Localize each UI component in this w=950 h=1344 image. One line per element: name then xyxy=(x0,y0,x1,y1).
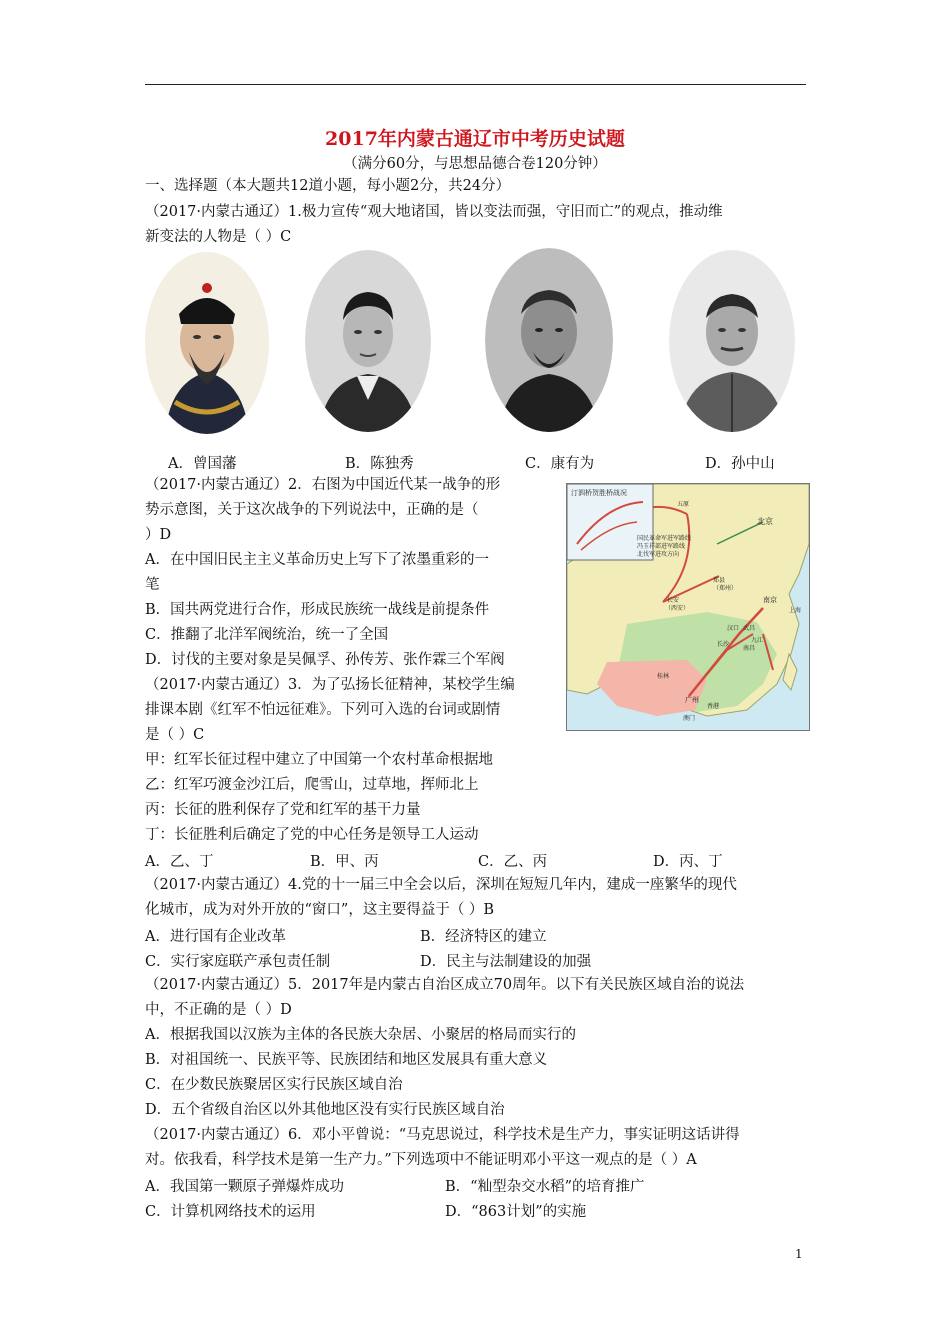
q4-line1: （2017·内蒙古通辽）4.党的十一届三中全会以后，深圳在短短几年内，建成一座繁华的现代 xyxy=(145,877,737,893)
q3-statement-jia: 甲：红军长征过程中建立了中国第一个农村革命根据地 xyxy=(145,752,493,768)
q3-line1: （2017·内蒙古通辽）3．为了弘扬长征精神，某校学生编 xyxy=(145,677,515,693)
q2-option-b: B．国共两党进行合作，形成民族统一战线是前提条件 xyxy=(145,602,490,618)
q2-option-d: D．讨伐的主要对象是吴佩孚、孙传芳、张作霖三个军阀 xyxy=(145,652,505,668)
q6-option-d: D．“863计划”的实施 xyxy=(445,1204,587,1220)
svg-text:汀泗桥贺胜桥战况: 汀泗桥贺胜桥战况 xyxy=(571,489,627,497)
q4-line2: 化城市，成为对外开放的“窗口”，这主要得益于（ ）B xyxy=(145,902,495,918)
q3-statement-ding: 丁：长征胜利后确定了党的中心任务是领导工人运动 xyxy=(145,827,479,843)
svg-text:上海: 上海 xyxy=(789,607,802,614)
q5-option-d: D．五个省级自治区以外其他地区没有实行民族区域自治 xyxy=(145,1102,505,1118)
q4-option-b: B．经济特区的建立 xyxy=(420,929,547,945)
svg-text:冯玉祥部进军路线: 冯玉祥部进军路线 xyxy=(637,543,686,550)
q5-option-a: A．根据我国以汉族为主体的各民族大杂居、小聚居的格局而实行的 xyxy=(145,1027,576,1043)
svg-text:五原: 五原 xyxy=(677,501,690,508)
q4-option-a: A．进行国有企业改革 xyxy=(145,929,286,945)
section-heading: 一、选择题（本大题共12道小题，每小题2分，共24分） xyxy=(145,178,511,194)
q1-line2: 新变法的人物是（ ）C xyxy=(145,229,292,245)
svg-text:武昌: 武昌 xyxy=(743,625,756,632)
svg-text:（西安）: （西安） xyxy=(665,605,690,612)
page-subtitle: （满分60分，与思想品德合卷120分钟） xyxy=(343,156,607,172)
northern-expedition-map xyxy=(566,483,810,731)
portrait-sun-zhongshan xyxy=(669,250,795,432)
q6-option-c: C．计算机网络技术的运用 xyxy=(145,1204,316,1220)
svg-text:（郑州）: （郑州） xyxy=(713,585,738,592)
q3-statement-yi: 乙：红军巧渡金沙江后，爬雪山，过草地，挥师北上 xyxy=(145,777,479,793)
q3-option-a: A．乙、丁 xyxy=(145,854,214,870)
q2-line3: ）D xyxy=(145,527,172,543)
svg-text:汉口: 汉口 xyxy=(727,625,740,632)
q6-option-a: A．我国第一颗原子弹爆炸成功 xyxy=(145,1179,344,1195)
svg-text:南昌: 南昌 xyxy=(743,645,756,652)
q6-line1: （2017·内蒙古通辽）6．邓小平曾说：“马克思说过，科学技术是生产力，事实证明这话讲得 xyxy=(145,1127,740,1143)
q5-option-b: B．对祖国统一、民族平等、民族团结和地区发展具有重大意义 xyxy=(145,1052,548,1068)
q5-line1: （2017·内蒙古通辽）5．2017年是内蒙古自治区成立70周年。以下有关民族区域自治的说法 xyxy=(145,977,745,993)
q3-option-c: C．乙、丙 xyxy=(478,854,548,870)
svg-text:郑县: 郑县 xyxy=(713,577,726,584)
svg-text:长沙: 长沙 xyxy=(717,641,730,648)
header-rule xyxy=(145,84,806,85)
svg-text:北京: 北京 xyxy=(757,517,773,526)
q2-option-c: C．推翻了北洋军阀统治，统一了全国 xyxy=(145,627,389,643)
svg-text:澳门: 澳门 xyxy=(683,715,696,722)
svg-text:长安: 长安 xyxy=(667,597,680,604)
q3-statement-bing: 丙：长征的胜利保存了党和红军的基干力量 xyxy=(145,802,421,818)
q1-line1: （2017·内蒙古通辽）1.极力宣传“观大地诸国，皆以变法而强，守旧而亡”的观点，推动维 xyxy=(145,204,723,220)
svg-text:香港: 香港 xyxy=(707,703,720,710)
q1-option-c: C．康有为 xyxy=(525,456,595,472)
q4-option-c: C．实行家庭联产承包责任制 xyxy=(145,954,331,970)
q1-option-d: D．孙中山 xyxy=(705,456,775,472)
svg-text:国民革命军进军路线: 国民革命军进军路线 xyxy=(637,535,692,542)
q3-option-b: B．甲、丙 xyxy=(310,854,379,870)
q3-line2: 排课本剧《红军不怕远征难》。下列可入选的台词或剧情 xyxy=(145,702,501,718)
page-number: 1 xyxy=(795,1247,803,1261)
portrait-zeng-guofan xyxy=(145,252,269,434)
q1-option-a: A．曾国藩 xyxy=(168,456,237,472)
q2-option-a-line1: A．在中国旧民主主义革命历史上写下了浓墨重彩的一 xyxy=(145,552,489,568)
q6-option-b: B．“籼型杂交水稻”的培育推广 xyxy=(445,1179,645,1195)
portrait-chen-duxiu xyxy=(305,250,431,432)
svg-text:南京: 南京 xyxy=(763,596,777,604)
q5-option-c: C．在少数民族聚居区实行民族区域自治 xyxy=(145,1077,403,1093)
q2-line1: （2017·内蒙古通辽）2．右图为中国近代某一战争的形 xyxy=(145,477,501,493)
q2-option-a-line2: 笔 xyxy=(145,577,160,593)
svg-text:北伐军进攻方向: 北伐军进攻方向 xyxy=(637,551,680,558)
svg-text:桂林: 桂林 xyxy=(657,673,670,680)
q2-line2: 势示意图，关于这次战争的下列说法中，正确的是（ xyxy=(145,502,479,518)
q4-option-d: D．民主与法制建设的加强 xyxy=(420,954,592,970)
q3-option-d: D．丙、丁 xyxy=(653,854,723,870)
q6-line2: 对。依我看，科学技术是第一生产力。”下列选项中不能证明邓小平这一观点的是（ ）A xyxy=(145,1152,697,1168)
q1-option-b: B．陈独秀 xyxy=(345,456,414,472)
portrait-kang-youwei xyxy=(485,248,613,432)
q3-line3: 是（ ）C xyxy=(145,727,205,743)
q5-line2: 中，不正确的是（ ）D xyxy=(145,1002,292,1018)
svg-text:广州: 广州 xyxy=(685,696,699,704)
page-title: 2017年内蒙古通辽市中考历史试题 xyxy=(325,128,625,150)
svg-text:九江: 九江 xyxy=(751,637,764,644)
